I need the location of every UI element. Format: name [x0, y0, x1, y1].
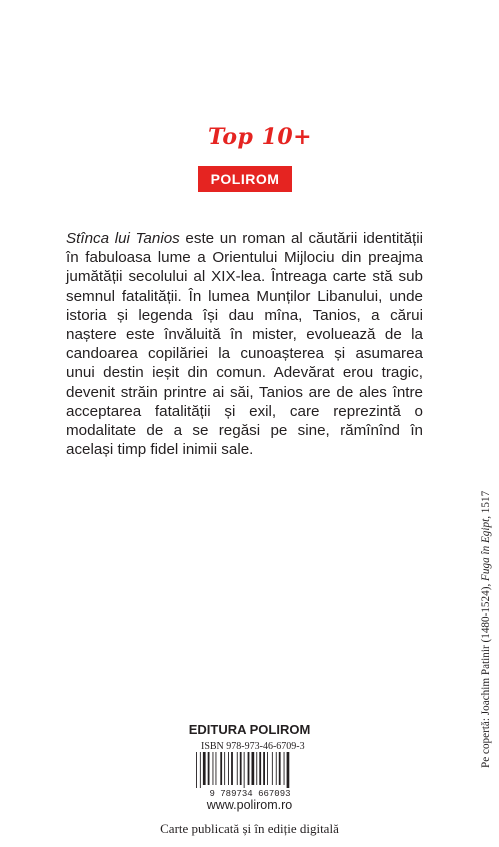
series-logo: Top 10+: [208, 124, 313, 150]
isbn: ISBN 978-973-46-6709-3: [201, 741, 305, 752]
edition-note: Carte publicată și în ediție digitală: [160, 821, 339, 836]
book-title: Stînca lui Tanios: [66, 230, 180, 247]
blurb-text: este un roman al căutării identității în fabuloasa lume a Orientului Mijlociu din preajma jumătății secolului al XIX-lea. Întreaga carte stă sub semnul fatalității. În lumea Munților Libanului, unde istoria și legenda își dau mîna, Tanios, a cărui naștere este învăluită în mister, evoluează de la candoarea copilăriei la cunoașterea și asumarea unui destin ieșit din comun. Adevărat erou tragic, devenit străin printre ai săi, Tanios are de ales între acceptarea fatalității și exil, care reprezintă o modalitate de a se regăsi pe sine, rămînînd în același timp fidel inimii sale.: [66, 230, 424, 459]
barcode: [190, 752, 310, 798]
blurb: [66, 229, 423, 459]
blurb-paragraph: [66, 229, 423, 459]
cover-credit-work: Fuga în Egipt: [480, 518, 492, 581]
cover-credit-suffix: , 1517: [480, 490, 492, 519]
imprint: EDITURA POLIROM: [188, 722, 311, 737]
website: www.polirom.ro: [206, 798, 293, 812]
barcode-digits: 9 789734 667093: [209, 789, 291, 798]
publisher-badge: POLIROM: [198, 166, 292, 192]
cover-credit-prefix: Pe copertă: Joachim Patinir (1480-1524),: [480, 580, 492, 768]
